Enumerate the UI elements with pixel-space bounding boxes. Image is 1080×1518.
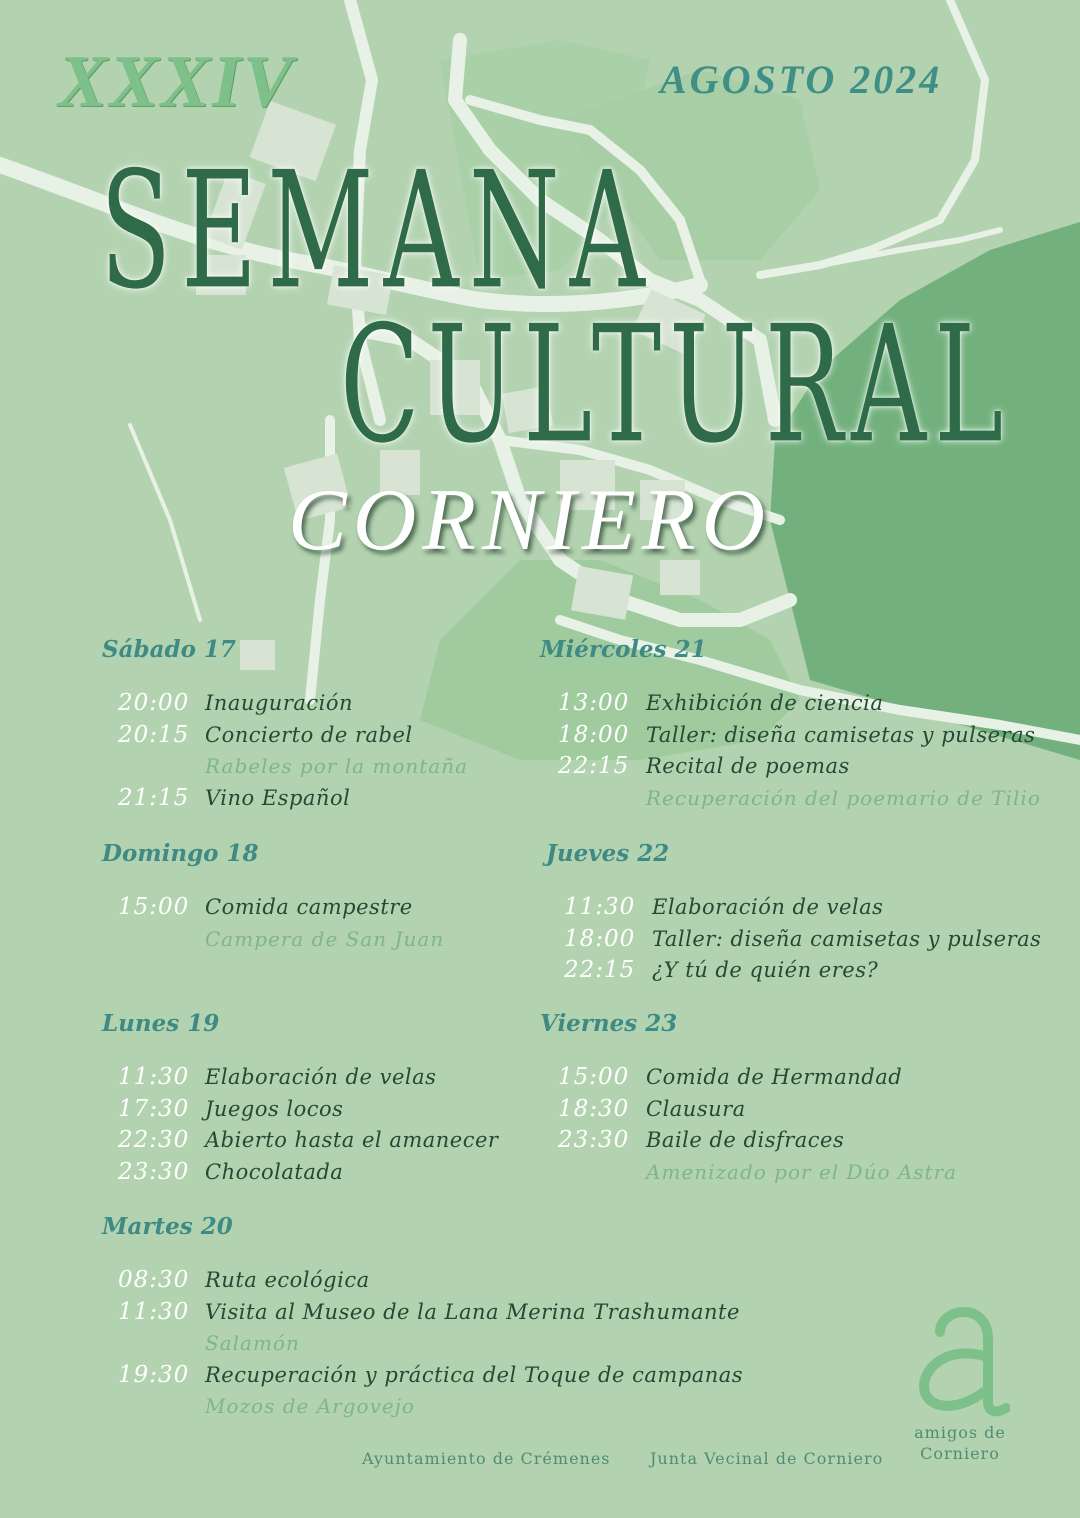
event-activity: Clausura — [646, 1096, 746, 1121]
schedule-row — [540, 1062, 1010, 1094]
schedule-row — [102, 1360, 802, 1392]
event-time: 11:30 — [118, 1298, 190, 1325]
schedule-row — [540, 720, 1036, 752]
schedule-row — [102, 1094, 572, 1126]
village-name: CORNIERO — [288, 472, 772, 569]
event-time: 18:00 — [558, 721, 630, 748]
logo-text-line-2: Corniero — [920, 1444, 1000, 1463]
event-time: 19:30 — [118, 1361, 190, 1388]
title-line-1: SEMANA — [100, 136, 655, 326]
event-activity: Exhibición de ciencia — [646, 691, 884, 715]
schedule-row — [102, 1297, 802, 1329]
schedule-row — [540, 1125, 1010, 1157]
event-activity: Chocolatada — [205, 1159, 344, 1184]
day-title: Jueves 22 — [546, 840, 670, 867]
day-title: Miércoles 21 — [540, 636, 707, 663]
event-time: 23:30 — [558, 1127, 630, 1153]
event-note: Mozos de Argovejo — [205, 1394, 415, 1418]
schedule-row — [546, 892, 1016, 924]
schedule-row — [540, 1157, 1010, 1189]
event-activity: Elaboración de velas — [652, 895, 884, 919]
event-activity: Taller: diseña camisetas y pulseras — [646, 722, 1036, 747]
edition-number: XXXIV — [58, 41, 295, 123]
amigos-de-corniero-logo — [910, 1292, 1030, 1464]
schedule-row — [102, 924, 572, 956]
event-note: Rabeles por la montaña — [205, 754, 469, 778]
day-title: Domingo 18 — [102, 840, 259, 867]
event-time: 20:00 — [118, 690, 190, 716]
schedule-row — [102, 720, 572, 752]
schedule-row — [546, 955, 1016, 987]
schedule-row — [102, 892, 572, 924]
day-title: Viernes 23 — [540, 1010, 678, 1037]
event-activity: Visita al Museo de la Lana Merina Trashumante — [205, 1299, 740, 1324]
event-time: 08:30 — [118, 1267, 190, 1293]
event-activity: ¿Y tú de quién eres? — [652, 958, 879, 982]
title-line-2: CULTURAL — [340, 290, 1012, 480]
schedule-row — [102, 1265, 802, 1297]
event-time: 17:30 — [118, 1095, 190, 1122]
day-miercoles — [540, 636, 1041, 814]
schedule-row — [102, 751, 572, 783]
schedule-row — [540, 751, 1010, 783]
event-note: Recuperación del poemario de Tilio — [646, 785, 1041, 810]
day-title: Sábado 17 — [102, 636, 236, 663]
event-activity: Recuperación y práctica del Toque de campanas — [205, 1362, 744, 1387]
event-activity: Recital de poemas — [646, 754, 850, 778]
event-date: AGOSTO 2024 — [660, 57, 943, 102]
day-title: Lunes 19 — [102, 1010, 220, 1037]
event-time: 11:30 — [564, 894, 636, 920]
schedule-row — [102, 1125, 572, 1157]
day-viernes — [540, 1010, 1010, 1188]
event-time: 21:15 — [118, 784, 190, 811]
event-time: 18:00 — [564, 925, 636, 952]
event-time: 15:00 — [558, 1064, 630, 1090]
event-time: 22:15 — [564, 957, 636, 983]
schedule-row — [546, 924, 1042, 956]
event-activity: Juegos locos — [205, 1096, 344, 1121]
event-activity: Comida de Hermandad — [646, 1065, 903, 1089]
schedule-row — [540, 688, 1010, 720]
event-activity: Comida campestre — [205, 895, 413, 919]
event-time: 22:30 — [118, 1127, 190, 1153]
event-activity: Inauguración — [205, 691, 354, 715]
schedule-row — [540, 1094, 1010, 1126]
event-note: Salamón — [205, 1331, 300, 1355]
event-activity: Elaboración de velas — [205, 1065, 437, 1089]
event-time: 11:30 — [118, 1064, 190, 1090]
day-jueves — [546, 840, 1042, 987]
organizer-ayuntamiento: Ayuntamiento de Crémenes — [362, 1449, 611, 1468]
schedule-row — [102, 688, 572, 720]
organizer-junta-vecinal: Junta Vecinal de Corniero — [650, 1449, 884, 1468]
letter-a-logo-icon — [910, 1292, 1010, 1422]
day-title: Martes 20 — [102, 1213, 233, 1240]
event-note: Amenizado por el Dúo Astra — [646, 1159, 958, 1184]
event-activity: Ruta ecológica — [205, 1268, 370, 1292]
day-domingo — [102, 840, 572, 955]
event-time: 15:00 — [118, 894, 190, 920]
schedule-row — [102, 1328, 802, 1360]
event-activity: Abierto hasta el amanecer — [205, 1128, 499, 1152]
event-time: 22:15 — [558, 753, 630, 779]
event-activity: Baile de disfraces — [646, 1128, 845, 1152]
schedule-row — [102, 1062, 572, 1094]
schedule-row — [540, 783, 1041, 815]
day-martes — [102, 1213, 802, 1423]
event-time: 20:15 — [118, 721, 190, 748]
day-sabado — [102, 636, 572, 814]
schedule-row — [102, 783, 572, 815]
event-time: 18:30 — [558, 1095, 630, 1122]
day-lunes — [102, 1010, 572, 1188]
event-note: Campera de San Juan — [205, 926, 445, 951]
event-activity: Taller: diseña camisetas y pulseras — [652, 926, 1042, 951]
schedule-row — [102, 1157, 572, 1189]
event-activity: Vino Español — [205, 785, 351, 810]
logo-text-line-1: amigos de — [914, 1423, 1006, 1442]
event-time: 13:00 — [558, 690, 630, 716]
schedule-row — [102, 1391, 802, 1423]
event-activity: Concierto de rabel — [205, 722, 413, 747]
event-time: 23:30 — [118, 1158, 190, 1185]
